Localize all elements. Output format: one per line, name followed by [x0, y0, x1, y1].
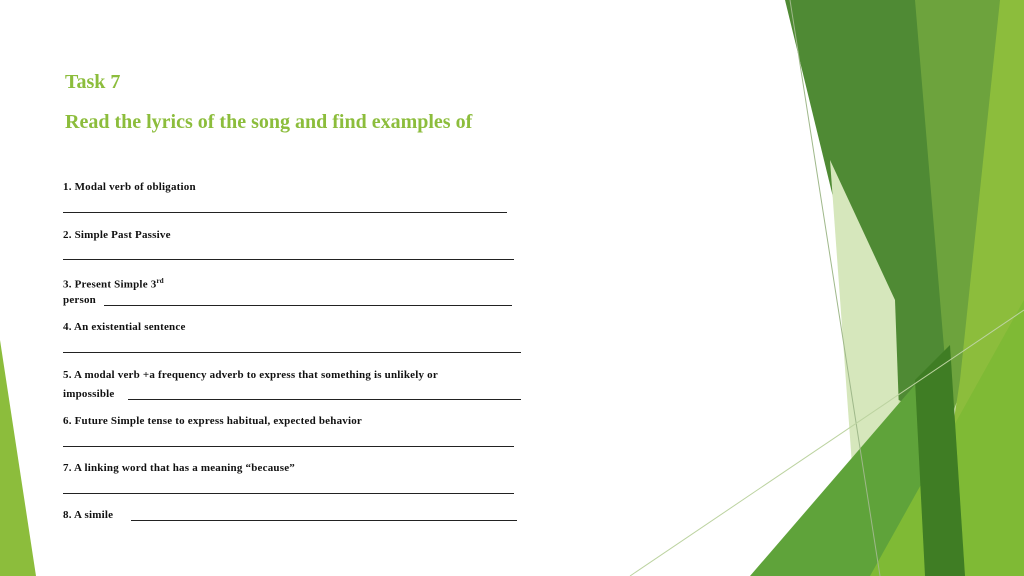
question-8: 8. A simile: [63, 509, 114, 521]
question-4: 4. An existential sentence: [63, 321, 186, 333]
question-3: [63, 275, 164, 292]
question-3-continued: person: [63, 294, 96, 306]
question-5-continued: impossible: [63, 388, 115, 400]
task-instruction: Read the lyrics of the song and find examples of: [65, 111, 473, 133]
question-2: 2. Simple Past Passive: [63, 229, 171, 241]
task-title: Task 7: [65, 71, 121, 93]
answer-line-1[interactable]: [63, 212, 507, 213]
question-3-superscript: rd: [156, 277, 164, 285]
answer-line-6[interactable]: [63, 446, 514, 447]
answer-line-2[interactable]: [63, 259, 514, 260]
answer-line-4[interactable]: [63, 352, 521, 353]
question-7: 7. A linking word that has a meaning “because”: [63, 462, 295, 474]
question-3-text: 3. Present Simple 3: [63, 278, 157, 291]
question-6: 6. Future Simple tense to express habitual, expected behavior: [63, 415, 363, 427]
question-5: 5. A modal verb +a frequency adverb to express that something is unlikely or: [63, 369, 438, 381]
answer-line-5[interactable]: [128, 399, 521, 400]
answer-line-3[interactable]: [104, 305, 512, 306]
answer-line-7[interactable]: [63, 493, 514, 494]
answer-line-8[interactable]: [131, 520, 517, 521]
question-1: 1. Modal verb of obligation: [63, 181, 196, 193]
